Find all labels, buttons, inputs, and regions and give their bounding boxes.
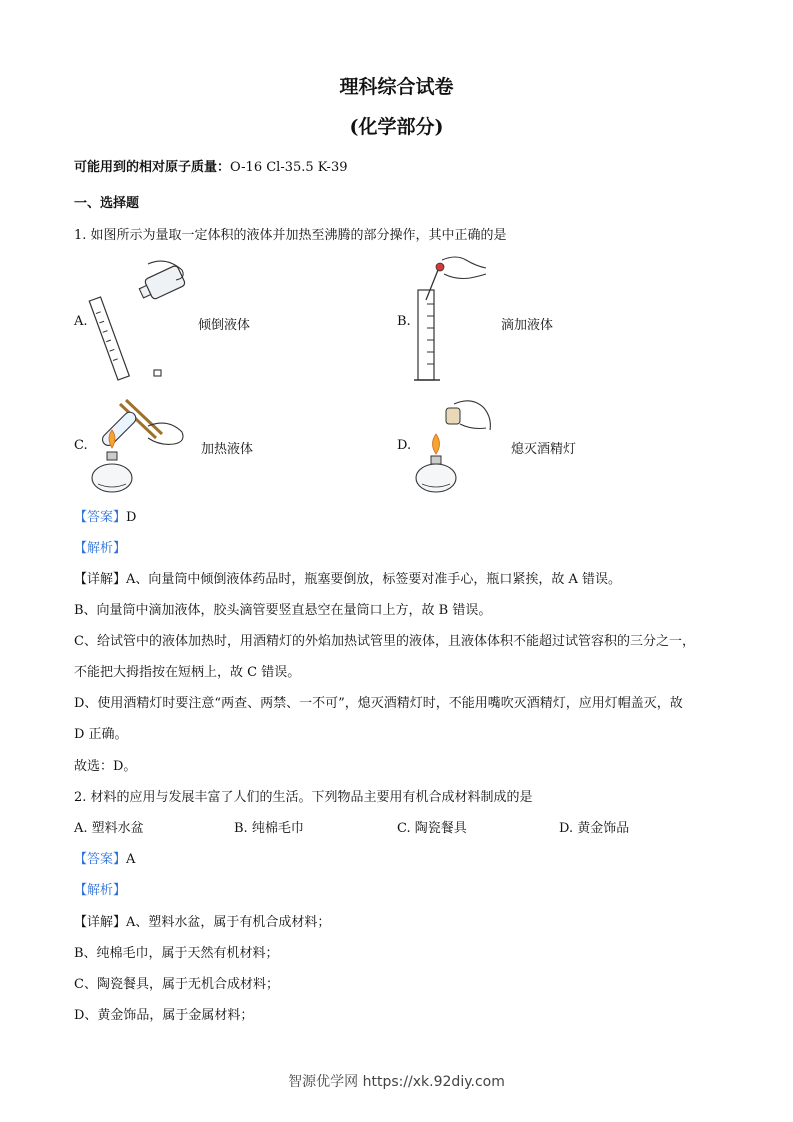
q1-detail-line-7: 故选：D。 [74, 759, 137, 774]
atomic-mass-line [74, 156, 348, 175]
q1-option-c-caption: 加热液体 [201, 442, 254, 457]
q1-answer-line [74, 506, 136, 525]
pouring-liquid-graduated-cylinder-icon [96, 262, 196, 384]
q2-detail-line-1 [74, 911, 330, 930]
q1-detail-tag: 【详解】 [74, 572, 127, 587]
q2-answer-value: A [126, 852, 136, 867]
q1-option-c-label: C. [74, 438, 88, 453]
q1-detail-text-1: A、向量筒中倾倒液体药品时，瓶塞要倒放，标签要对准手心，瓶口紧挨，故 A 错误。 [126, 572, 622, 587]
q1-detail-line-6: D 正确。 [74, 727, 128, 742]
atomic-mass-values: O-16 Cl-35.5 K-39 [230, 160, 348, 175]
q1-answer-tag: 【答案】 [74, 510, 127, 525]
q1-detail-line-4: 不能把大拇指按在短柄上，故 C 错误。 [74, 665, 301, 680]
extinguish-alcohol-lamp-icon [414, 398, 498, 496]
q1-detail-line-1 [74, 568, 621, 587]
q2-stem: 2. 材料的应用与发展丰富了人们的生活。下列物品主要用有机合成材料制成的是 [74, 790, 533, 805]
section-heading: 一、选择题 [74, 196, 140, 211]
q1-stem: 1. 如图所示为量取一定体积的液体并加热至沸腾的部分操作，其中正确的是 [74, 228, 507, 243]
q1-option-a-label: A. [74, 314, 88, 329]
q2-detail-line-2: B、纯棉毛巾，属于天然有机材料； [74, 946, 279, 961]
q2-answer-tag: 【答案】 [74, 852, 127, 867]
atomic-mass-label: 可能用到的相对原子质量： [74, 160, 231, 175]
q1-detail-line-3: C、给试管中的液体加热时，用酒精灯的外焰加热试管里的液体，且液体体积不能超过试管容积的三分之一， [74, 634, 695, 649]
q2-answer-line [74, 848, 135, 867]
q1-option-b-label: B. [397, 314, 411, 329]
q2-detail-line-4: D、黄金饰品，属于金属材料； [74, 1008, 254, 1023]
q2-option-a: A. 塑料水盆 [74, 821, 144, 836]
q1-option-a-caption: 倾倒液体 [198, 318, 251, 333]
dropper-graduated-cylinder-icon [414, 254, 494, 386]
heating-test-tube-icon [90, 392, 194, 500]
q2-option-c: C. 陶瓷餐具 [397, 821, 467, 836]
q2-detail-line-3: C、陶瓷餐具，属于无机合成材料； [74, 977, 279, 992]
q2-analysis-tag: 【解析】 [74, 883, 127, 898]
q2-detail-tag: 【详解】 [74, 915, 127, 930]
q2-option-b: B. 纯棉毛巾 [234, 821, 304, 836]
q1-answer-value: D [126, 510, 137, 525]
page-title: 理科综合试卷 [339, 76, 454, 98]
q1-detail-line-2: B、向量筒中滴加液体，胶头滴管要竖直悬空在量筒口上方，故 B 错误。 [74, 603, 492, 618]
q1-option-b-caption: 滴加液体 [501, 318, 554, 333]
q2-option-d: D. 黄金饰品 [559, 821, 630, 836]
q1-option-d-label: D. [397, 438, 412, 453]
q1-option-d-caption: 熄灭酒精灯 [511, 442, 577, 457]
q2-detail-text-1: A、塑料水盆，属于有机合成材料； [126, 915, 331, 930]
footer-watermark: 智源优学网 https://xk.92diy.com [288, 1074, 505, 1090]
q1-detail-line-5: D、使用酒精灯时要注意“两查、两禁、一不可”，熄灭酒精灯时，不能用嘴吹灭酒精灯，应用灯帽盖灭，故 [74, 696, 683, 711]
page-subtitle: (化学部分) [349, 116, 444, 138]
q1-analysis-tag: 【解析】 [74, 541, 127, 556]
